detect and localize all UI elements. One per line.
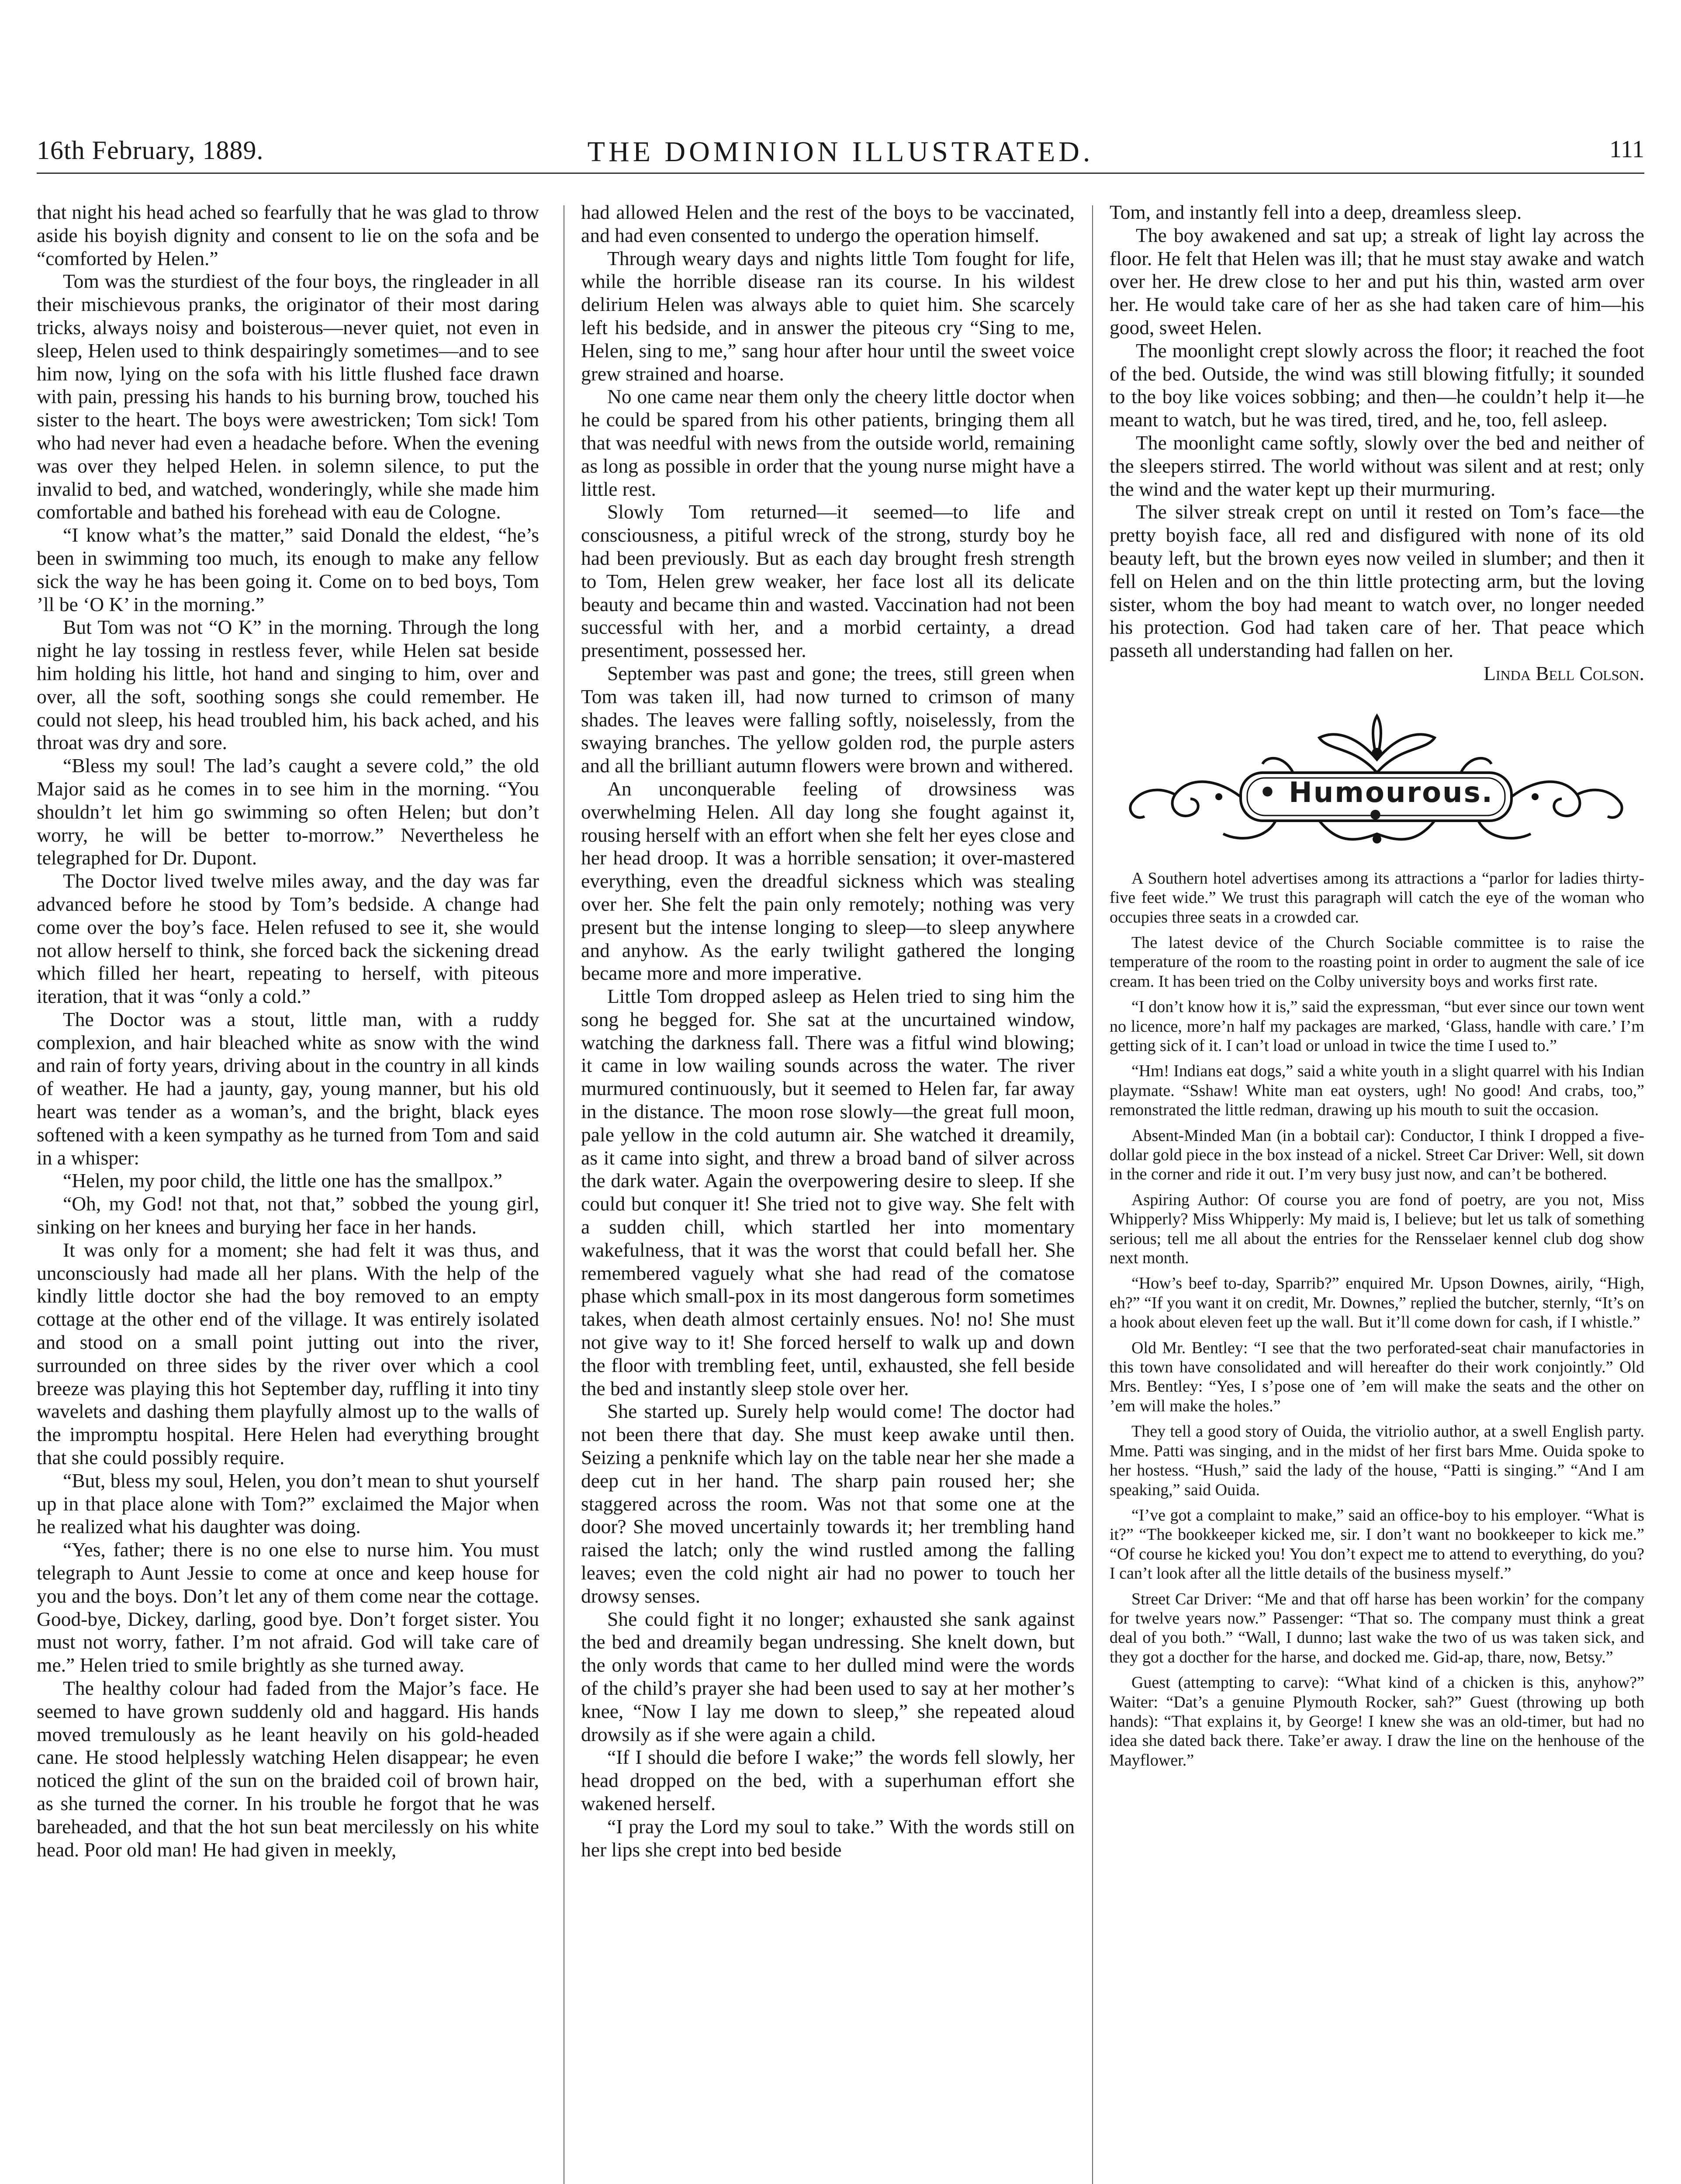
issue-date: 16th February, 1889. xyxy=(37,136,264,165)
paragraph: “If I should die before I wake;” the words fell slowly, her head dropped on the bed, with a superhuman effort she wakened herself. xyxy=(581,1746,1075,1814)
humour-paragraph: “I don’t know how it is,” said the expressman, “but ever since our town went no licence, more’n half my packages are marked, ‘Glass, handle with care.’ I’m getting sick of it. I can’t load or unload in twice the time I used to.” xyxy=(1110,998,1644,1055)
story-column-3 xyxy=(1110,201,1644,1776)
paragraph: that night his head ached so fearfully that he was glad to throw aside his boyish dignity and consent to lie on the sofa and be “comforted by Helen.” xyxy=(37,201,539,270)
paragraph: It was only for a moment; she had felt it was thus, and unconsciously had made all her plans. With the help of the kindly little doctor she had the boy removed to an empty cottage at the other end of the village. It was entirely isolated and stood on a small point jutting out into the river, surrounded on three sides by the river over which a cool breeze was playing this hot September day, ruffling it into tiny wavelets and dashing them playfully almost up to the walls of the impromptu hospital. Here Helen had everything brought that she could possibly require. xyxy=(37,1238,539,1469)
paragraph: The moonlight came softly, slowly over the bed and neither of the sleepers stirred. The world without was silent and at rest; only the wind and the water kept up their murmuring. xyxy=(1110,431,1644,500)
author-signature: Linda Bell Colson. xyxy=(1484,662,1644,684)
paragraph: Tom, and instantly fell into a deep, dreamless sleep. xyxy=(1110,201,1522,223)
paragraph: Little Tom dropped asleep as Helen tried to sing him the song he begged for. She sat at the uncurtained window, watching the darkness fall. There was a fitful wind blowing; it came in low wailing sounds across the water. The river murmured continuously, but it seemed to Helen far, far away in the distance. The moon rose slowly—the great full moon, pale yellow in the cold autumn air. She watched it dreamily, as it came into sight, and threw a broad band of silver across the dark water. Again the overpowering desire to sleep. If she could but conquer it! She tried not to give way. She felt with a sudden chill, which startled her into momentary wakefulness, that it was the worst that could befall her. She remembered vaguely what she had read of the comatose phase which small-pox in its most dangerous form sometimes takes, when death almost certainly ensues. No! no! She must not give way to it! She forced herself to walk up and down the floor with trembling feet, until, exhausted, she fell beside the bed and instantly sleep stole over her. xyxy=(581,985,1075,1400)
page-number: 111 xyxy=(1609,136,1644,163)
paragraph: Through weary days and nights little Tom fought for life, while the horrible disease ran its course. In his wildest delirium Helen was always able to quiet him. She scarcely left his bedside, and in answer the piteous cry “Sing to me, Helen, sing to me,” sang hour after hour until the sweet voice grew strained and hoarse. xyxy=(581,247,1075,385)
paragraph: “Yes, father; there is no one else to nurse him. You must telegraph to Aunt Jessie to come at once and keep house for you and the boys. Don’t let any of them come near the cottage. Good-bye, Dickey, darling, good bye. Don’t forget sister. You must not worry, father. I’m not afraid. God will take care of me.” Helen tried to smile brightly as she turned away. xyxy=(37,1538,539,1676)
humour-paragraph: Absent-Minded Man (in a bobtail car): Conductor, I think I dropped a five-dollar gold piece in the box instead of a nickel. Street Car Driver: Well, sit down in the corner and ride it out. I’m very busy just now, and can’t be bothered. xyxy=(1110,1126,1644,1184)
humour-paragraph: Old Mr. Bentley: “I see that the two perforated-seat chair manufactories in this town have consolidated and will hereafter do their work conjointly.” Old Mrs. Bentley: “Yes, I s’pose one of ’em will make the seats and the other on ’em will make the holes.” xyxy=(1110,1338,1644,1415)
paragraph: The boy awakened and sat up; a streak of light lay across the floor. He felt that Helen was ill; that he must stay awake and watch over her. He drew close to her and put his thin, wasted arm over her. He would take care of her as she had taken care of him—his good, sweet Helen. xyxy=(1110,224,1644,339)
paragraph: An unconquerable feeling of drowsiness was overwhelming Helen. All day long she fought against it, rousing herself with an effort when she felt her eyes close and her head droop. It was a horrible sensation; it over-mastered everything, even the dreadful sickness which was stealing over her. She felt the pain only remotely; nothing was very present but the intense longing to sleep—to sleep anywhere and anyhow. As the early twilight gathered the longing became more and more imperative. xyxy=(581,777,1075,985)
paragraph: “Oh, my God! not that, not that,” sobbed the young girl, sinking on her knees and burying her face in her hands. xyxy=(37,1192,539,1238)
paragraph: The moonlight crept slowly across the floor; it reached the foot of the bed. Outside, the wind was still blowing fitfully; it sounded to the boy like voices sobbing; and then—he couldn’t help it—he meant to watch, but he was tired, tired, and he, too, fell asleep. xyxy=(1110,339,1644,431)
paragraph: Tom was the sturdiest of the four boys, the ringleader in all their mischievous pranks, the originator of their most daring tricks, always noisy and boisterous—never quiet, not even in sleep, Helen used to think despairingly sometimes—and to see him now, lying on the sofa with his little flushed face drawn with pain, pressing his hands to his burning brow, touched his sister to the heart. The boys were awestricken; Tom sick! Tom who had never had even a headache before. When the evening was over they helped Helen. in solemn silence, to put the invalid to bed, and watched, wonderingly, while she made him comfortable and bathed his forehead with eau de Cologne. xyxy=(37,270,539,523)
paragraph: The Doctor lived twelve miles away, and the day was far advanced before he stood by Tom’s bedside. A change had come over the boy’s face. Helen refused to see it, she would not allow herself to think, she forced back the sickening dread which filled her heart, repeating to herself, with piteous iteration, that it was “only a cold.” xyxy=(37,870,539,1008)
humour-paragraph: “I’ve got a complaint to make,” said an office-boy to his employer. “What is it?” “The bookkeeper kicked me, sir. I don’t want no bookkeeper to kick me.” “Of course he kicked you! You don’t expect me to attend to everything, do you? I can’t look after all the little details of the business myself.” xyxy=(1110,1506,1644,1583)
humour-paragraph: The latest device of the Church Sociable committee is to raise the temperature of the room to the roasting point in order to augment the sale of ice cream. It has been tried on the Colby university boys and works first rate. xyxy=(1110,933,1644,991)
paragraph: “But, bless my soul, Helen, you don’t mean to shut yourself up in that place alone with Tom?” exclaimed the Major when he realized what his daughter was doing. xyxy=(37,1469,539,1538)
publication-title: THE DOMINION ILLUSTRATED. xyxy=(587,136,1094,168)
paragraph: The silver streak crept on until it rested on Tom’s face—the pretty boyish face, all red and disfigured with none of its old beauty left, but the brown eyes now veiled in slumber; and then it fell on Helen and on the thin little protecting arm, but the loving sister, whom the boy had meant to watch over, no longer needed his protection. God had taken care of her. That peace which passeth all understanding had fallen on her. xyxy=(1110,501,1644,662)
humour-items xyxy=(1110,869,1644,1770)
humour-paragraph: “Hm! Indians eat dogs,” said a white youth in a slight quarrel with his Indian playmate. “Sshaw! White man eat oysters, ugh! No good! And crabs, too,” remonstrated the little redman, drawing up his mouth to suit the occasion. xyxy=(1110,1062,1644,1120)
paragraph: Slowly Tom returned—it seemed—to life and consciousness, a pitiful wreck of the strong, sturdy boy he had been previously. But as each day brought fresh strength to Tom, Helen grew weaker, her face lost all its delicate beauty and became thin and wasted. Vaccination had not been successful with her, and a morbid certainty, a dread presentiment, possessed her. xyxy=(581,501,1075,662)
story-column-1 xyxy=(37,201,539,1861)
humourous-ornament xyxy=(1110,712,1644,856)
paragraph: The Doctor was a stout, little man, with a ruddy complexion, and hair bleached white as snow with the wind and rain of forty years, driving about in the country in all kinds of weather. He had a jaunty, gay, young manner, but his old heart was tender as a woman’s, and the bright, black eyes softened with a keen sympathy as he turned from Tom and said in a whisper: xyxy=(37,1008,539,1169)
humour-paragraph: They tell a good story of Ouida, the vitriolio author, at a swell English party. Mme. Patti was singing, and in the midst of her first bars Mme. Ouida spoke to her hostess. “Hush,” said the lady of the house, “Patti is singing.” “And I am speaking,” said Ouida. xyxy=(1110,1422,1644,1499)
humour-paragraph: “How’s beef to-day, Sparrib?” enquired Mr. Upson Downes, airily, “High, eh?” “If you want it on credit, Mr. Downes,” replied the butcher, sternly, “It’s on a hook about eleven feet up the wall. But it’ll come down for cash, if I whistle.” xyxy=(1110,1274,1644,1332)
humour-paragraph: Guest (attempting to carve): “What kind of a chicken is this, anyhow?” Waiter: “Dat’s a genuine Plymouth Rocker, sah?” Guest (throwing up both hands): “That explains it, by George! I knew she was an old-timer, but had no idea she dated back there. Take’er away. I draw the line on the henhouse of the Mayflower.” xyxy=(1110,1673,1644,1769)
humour-paragraph: Aspiring Author: Of course you are fond of poetry, are you not, Miss Whipperly? Miss Whipperly: My maid is, I believe; but let us talk of something serious; tell me all about the entries for the Rensselaer kennel club dog show next month. xyxy=(1110,1190,1644,1268)
page-header xyxy=(37,135,1644,175)
story-column-2 xyxy=(581,201,1075,1861)
paragraph: She could fight it no longer; exhausted she sank against the bed and dreamily began undressing. She knelt down, but the only words that came to her dulled mind were the words of the child’s prayer she had been used to say at her mother’s knee, “Now I lay me down to sleep,” she repeated aloud drowsily as if she were again a child. xyxy=(581,1607,1075,1745)
paragraph: But Tom was not “O K” in the morning. Through the long night he lay tossing in restless fever, while Helen sat beside him holding his little, hot hand and singing to him, over and over, all the soft, soothing songs she could remember. He could not sleep, his head troubled him, his back ached, and his throat was dry and sore. xyxy=(37,616,539,754)
column-divider xyxy=(1092,205,1093,2184)
paragraph: No one came near them only the cheery little doctor when he could be spared from his other patients, bringing them all that was needful with news from the outside world, remaining as long as possible in order that the young nurse might have a little rest. xyxy=(581,385,1075,500)
paragraph: “Bless my soul! The lad’s caught a severe cold,” the old Major said as he comes in to see him in the morning. “You shouldn’t let him go swimming so often Helen; but don’t worry, he will be better to-morrow.” Nevertheless he telegraphed for Dr. Dupont. xyxy=(37,754,539,869)
paragraph: “Helen, my poor child, the little one has the smallpox.” xyxy=(63,1169,502,1192)
paragraph: She started up. Surely help would come! The doctor had not been there that day. She must keep awake until then. Seizing a penknife which lay on the table near her she made a deep cut in her hand. The sharp pain roused her; she staggered across the room. Was not that some one at the door? She moved uncertainly towards it; her trembling hand raised the latch; only the wind rustled among the falling leaves; even the cold night air had no power to touch her drowsy senses. xyxy=(581,1400,1075,1607)
paragraph: “I know what’s the matter,” said Donald the eldest, “he’s been in swimming too much, its enough to make any fellow sick the way he has been going it. Come on to bed boys, Tom ’ll be ‘O K’ in the morning.” xyxy=(37,524,539,615)
header-rule xyxy=(37,173,1644,174)
paragraph: The healthy colour had faded from the Major’s face. He seemed to have grown suddenly old and haggard. His hands moved tremulously as he leant heavily on his gold-headed cane. He stood helplessly watching Helen disappear; he even noticed the glint of the sun on the braided coil of brown hair, as she turned the corner. In his trouble he forgot that he was bareheaded, and that the hot sun beat mercilessly on his white head. Poor old man! He had given in meekly, xyxy=(37,1677,539,1861)
section-title: • Humourous. • xyxy=(1258,776,1494,832)
paragraph: had allowed Helen and the rest of the boys to be vaccinated, and had even consented to undergo the operation himself. xyxy=(581,201,1075,246)
paragraph: “I pray the Lord my soul to take.” With the words still on her lips she crept into bed beside xyxy=(581,1815,1075,1861)
humour-paragraph: Street Car Driver: “Me and that off harse has been workin’ for the company for twelve years now.” Passenger: “That so. The company must think a great deal of you both.” “Wall, I dunno; last wake the two of us was taken sick, and they got a docther for the harse, and docked me. Gid-ap, thare, now, Betsy.” xyxy=(1110,1590,1644,1666)
humour-paragraph: A Southern hotel advertises among its attractions a “parlor for ladies thirty-five feet wide.” We trust this paragraph will catch the eye of the woman who occupies three seats in a crowded car. xyxy=(1110,869,1644,926)
paragraph: September was past and gone; the trees, still green when Tom was taken ill, had now turned to crimson of many shades. The leaves were falling softly, noiselessly, from the swaying branches. The yellow golden rod, the purple asters and all the brilliant autumn flowers were brown and withered. xyxy=(581,662,1075,777)
